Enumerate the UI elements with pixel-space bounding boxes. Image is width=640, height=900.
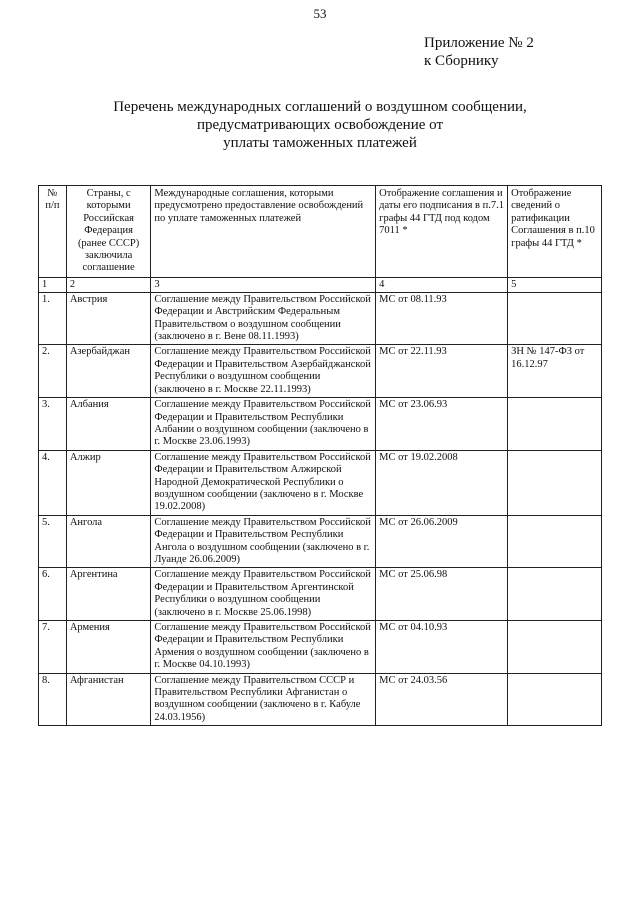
- header-code: Отображение соглашения и даты его подписания в п.7.1 графы 44 ГТД под кодом 7011 *: [376, 186, 508, 278]
- table-header-row: [39, 186, 602, 278]
- table-row: [39, 515, 602, 568]
- row-country: Австрия: [66, 292, 151, 345]
- column-number: 4: [376, 277, 508, 292]
- header-agreement: Международные соглашения, которыми предусмотрено предоставление освобождений по уплате таможенных платежей: [151, 186, 376, 278]
- table-row: [39, 292, 602, 345]
- row-number: 7.: [39, 621, 67, 674]
- row-code: МС от 22.11.93: [376, 345, 508, 398]
- row-number: 6.: [39, 568, 67, 621]
- row-number: 8.: [39, 673, 67, 726]
- column-number: 1: [39, 277, 67, 292]
- row-ratification: [508, 398, 602, 451]
- row-number: 2.: [39, 345, 67, 398]
- agreements-table: [38, 185, 602, 726]
- appendix-label: [424, 34, 534, 70]
- row-ratification: ЗН № 147-ФЗ от 16.12.97: [508, 345, 602, 398]
- row-agreement: Соглашение между Правительством Российской Федерации и Правительством Республики Ангола о воздушном сообщении (заключено в г. Луанде 26.06.2009): [151, 515, 376, 568]
- appendix-line-2: к Сборнику: [424, 53, 499, 69]
- appendix-line-1: Приложение № 2: [424, 35, 534, 51]
- row-ratification: [508, 568, 602, 621]
- page-number: 53: [313, 6, 327, 21]
- row-agreement: Соглашение между Правительством Российской Федерации и Правительством Алжирской Народной Демократической Республики о воздушном сообщении (заключено в г. Москве 19.02.2008): [151, 450, 376, 515]
- row-code: МС от 19.02.2008: [376, 450, 508, 515]
- header-country: Страны, с которыми Российская Федерация (ранее СССР) заключила соглашение: [66, 186, 151, 278]
- row-ratification: [508, 515, 602, 568]
- row-country: Азербайджан: [66, 345, 151, 398]
- row-ratification: [508, 673, 602, 726]
- title-line-1: Перечень международных соглашений о воздушном сообщении,: [113, 99, 527, 115]
- row-number: 3.: [39, 398, 67, 451]
- column-number-row: [39, 277, 602, 292]
- row-ratification: [508, 621, 602, 674]
- row-agreement: Соглашение между Правительством СССР и Правительством Республики Афганистан о воздушном сообщении (заключено в г. Кабуле 24.03.1956): [151, 673, 376, 726]
- document-title: [0, 98, 640, 152]
- column-number: 5: [508, 277, 602, 292]
- table-row: [39, 673, 602, 726]
- title-line-3: уплаты таможенных платежей: [223, 135, 417, 151]
- table-row: [39, 398, 602, 451]
- table-row: [39, 568, 602, 621]
- column-number: 3: [151, 277, 376, 292]
- column-number: 2: [66, 277, 151, 292]
- row-code: МС от 04.10.93: [376, 621, 508, 674]
- row-agreement: Соглашение между Правительством Российской Федерации и Правительством Аргентинской Республики о воздушном сообщении (заключено в г. Москве 25.06.1998): [151, 568, 376, 621]
- row-country: Афганистан: [66, 673, 151, 726]
- row-number: 5.: [39, 515, 67, 568]
- row-agreement: Соглашение между Правительством Российской Федерации и Правительством Азербайджанской Республики о воздушном сообщении (заключено в г. Москве 22.11.1993): [151, 345, 376, 398]
- row-ratification: [508, 450, 602, 515]
- row-code: МС от 23.06.93: [376, 398, 508, 451]
- row-ratification: [508, 292, 602, 345]
- row-code: МС от 25.06.98: [376, 568, 508, 621]
- row-country: Албания: [66, 398, 151, 451]
- row-code: МС от 24.03.56: [376, 673, 508, 726]
- row-number: 4.: [39, 450, 67, 515]
- row-country: Аргентина: [66, 568, 151, 621]
- row-country: Алжир: [66, 450, 151, 515]
- row-code: МС от 26.06.2009: [376, 515, 508, 568]
- row-agreement: Соглашение между Правительством Российской Федерации и Правительством Республики Албании о воздушном сообщении (заключено в г. Москве 23.06.1993): [151, 398, 376, 451]
- table-row: [39, 345, 602, 398]
- row-number: 1.: [39, 292, 67, 345]
- table-row: [39, 621, 602, 674]
- row-agreement: Соглашение между Правительством Российской Федерации и Правительством Республики Армения о воздушном сообщении (заключено в г. Москве 04.10.1993): [151, 621, 376, 674]
- header-number: № п/п: [39, 186, 67, 278]
- title-line-2: предусматривающих освобождение от: [196, 117, 444, 133]
- row-code: МС от 08.11.93: [376, 292, 508, 345]
- row-agreement: Соглашение между Правительством Российской Федерации и Австрийским Федеральным Правительством о воздушном сообщении (заключено в г. Вене 08.11.1993): [151, 292, 376, 345]
- row-country: Ангола: [66, 515, 151, 568]
- header-ratification: Отображение сведений о ратификации Соглашения в п.10 графы 44 ГТД *: [508, 186, 602, 278]
- table-row: [39, 450, 602, 515]
- row-country: Армения: [66, 621, 151, 674]
